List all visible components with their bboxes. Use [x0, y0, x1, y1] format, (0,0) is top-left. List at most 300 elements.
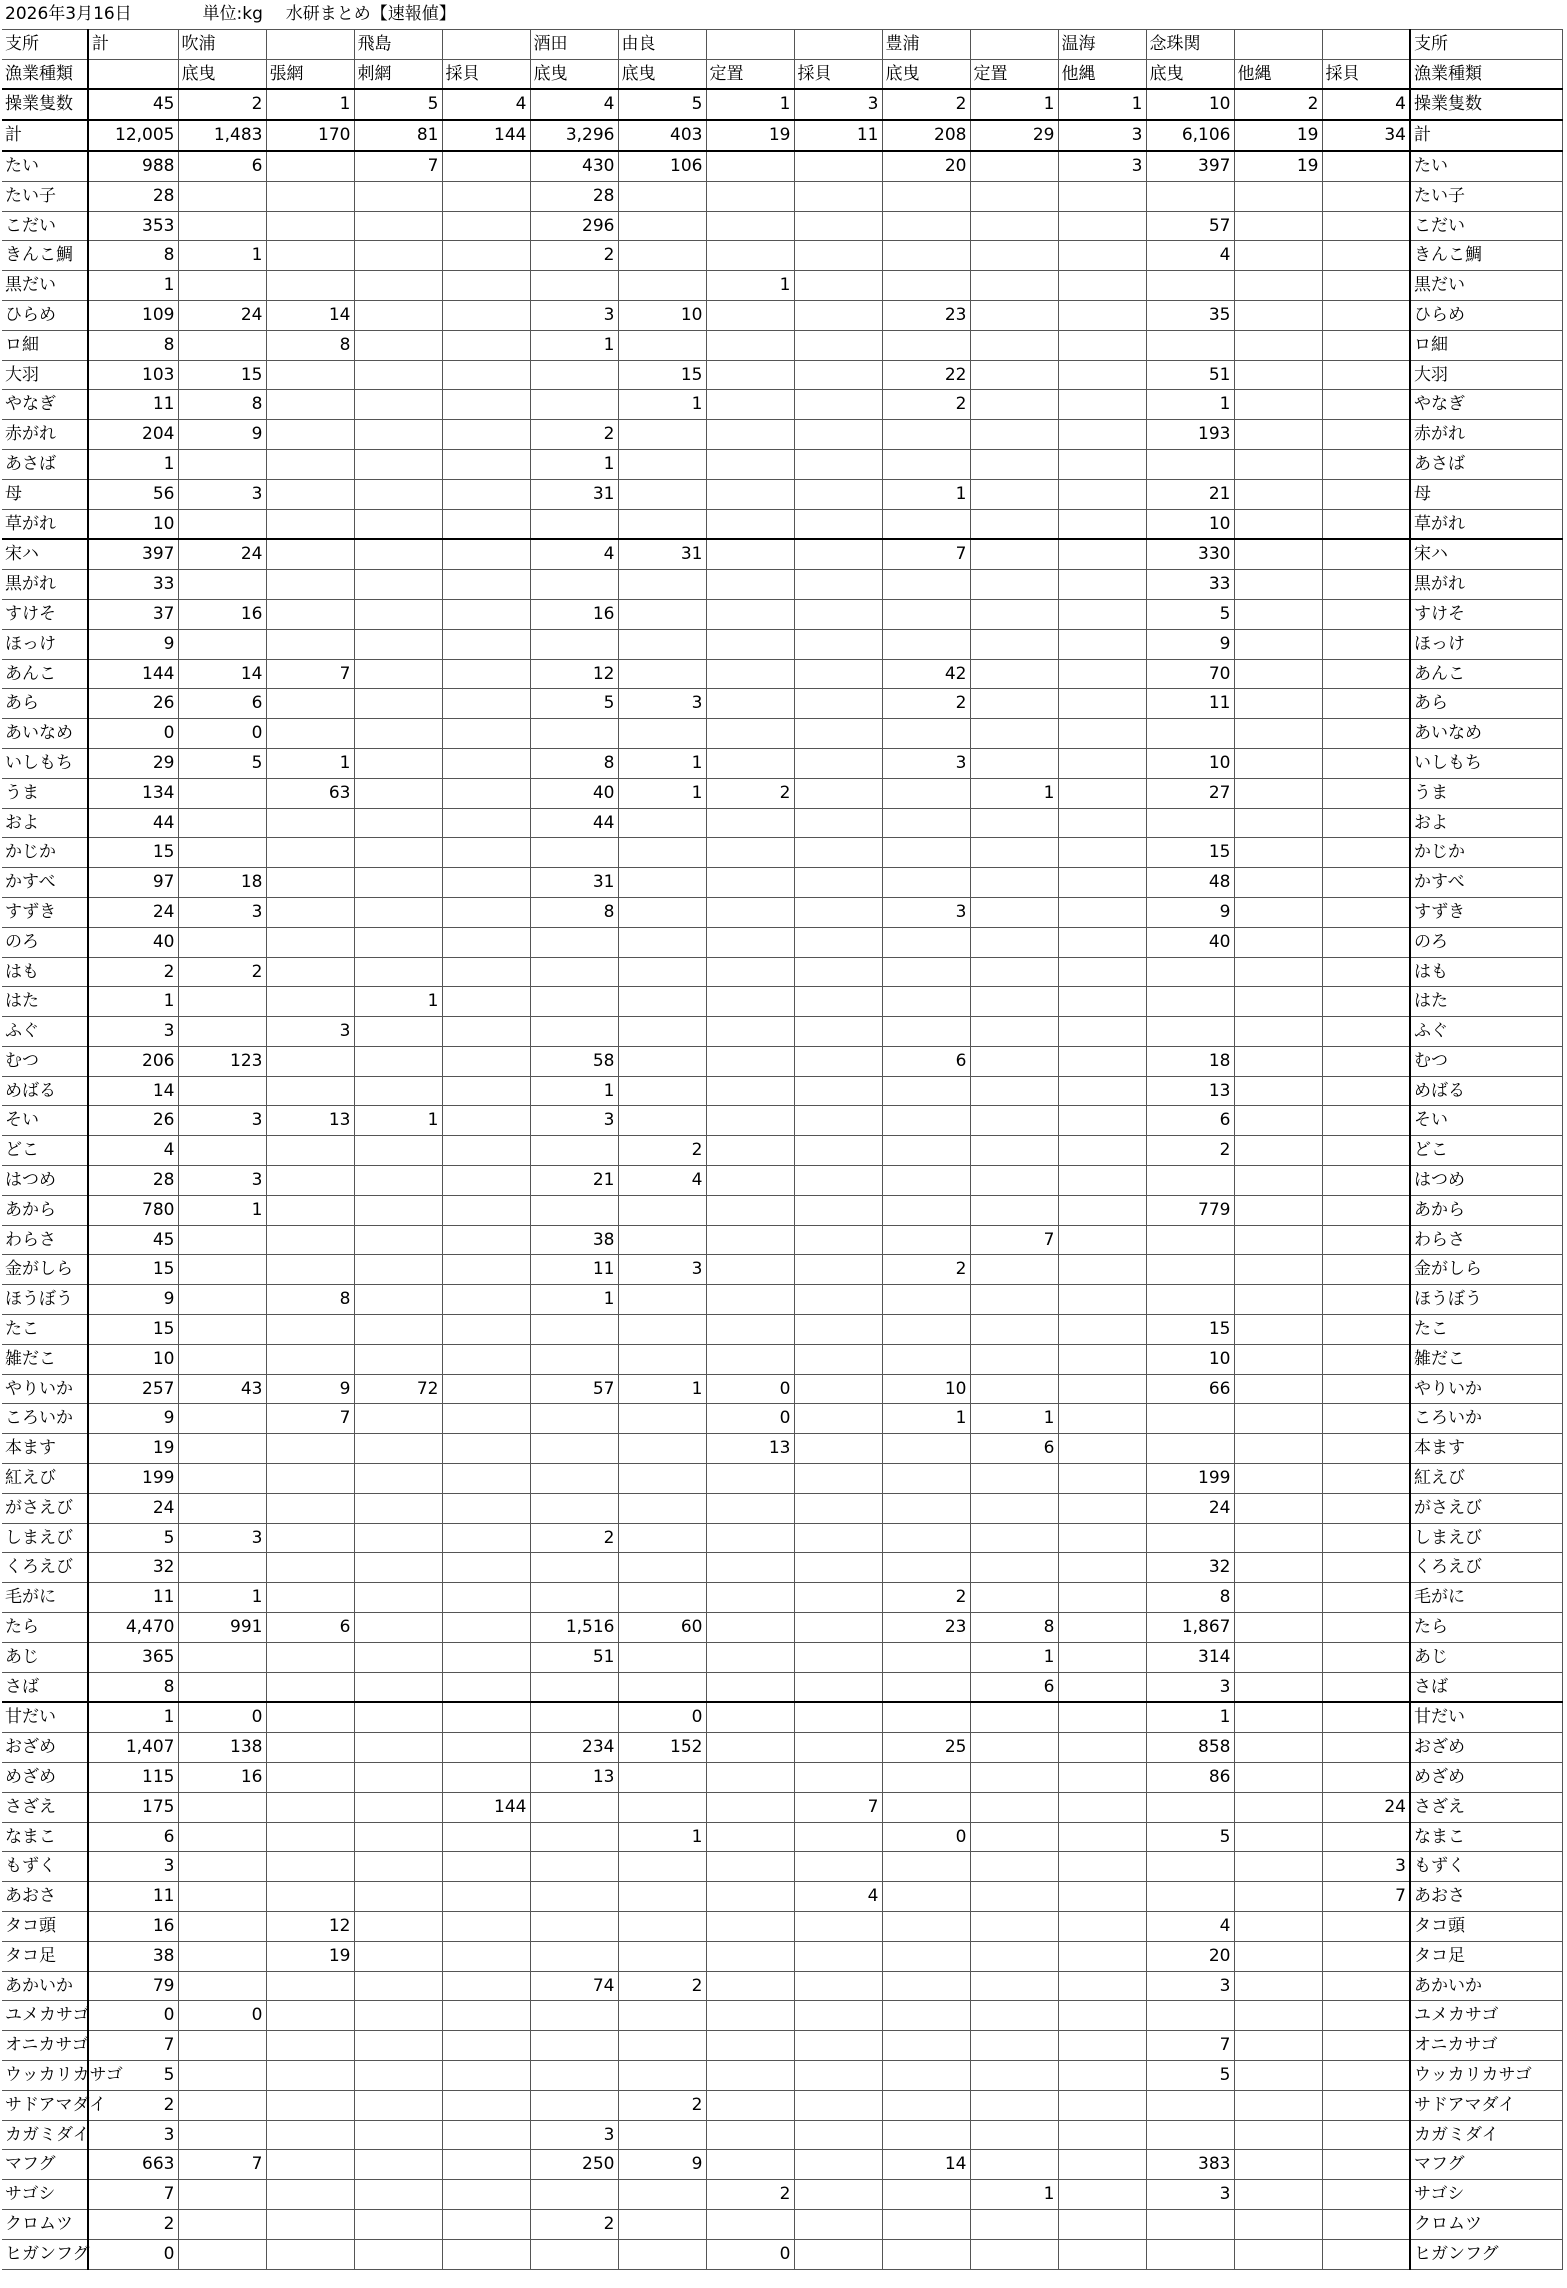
- row-label-right: かじか: [1410, 838, 1562, 868]
- cell: [970, 211, 1058, 241]
- cell: 2: [530, 241, 618, 271]
- cell: [1058, 1464, 1146, 1494]
- table-row: [2, 1225, 1562, 1255]
- cell: [706, 2060, 794, 2090]
- cell: 10: [1146, 1344, 1234, 1374]
- cell: 780: [88, 1195, 178, 1225]
- cell: [266, 808, 354, 838]
- cell: 353: [88, 211, 178, 241]
- cell: [442, 719, 530, 749]
- cell: [442, 2060, 530, 2090]
- cell: [1234, 509, 1322, 539]
- cell: 45: [88, 1225, 178, 1255]
- cell: [442, 2209, 530, 2239]
- cell: 11: [794, 120, 882, 151]
- cell: [1322, 1613, 1410, 1643]
- row-label-right: そい: [1410, 1106, 1562, 1136]
- cell: [354, 778, 442, 808]
- cell: 定置: [970, 59, 1058, 89]
- row-label: ユメカサゴ: [2, 2001, 88, 2031]
- row-label: はた: [2, 987, 88, 1017]
- cell: [266, 1553, 354, 1583]
- cell: [618, 211, 706, 241]
- cell: [706, 838, 794, 868]
- type-header-row: [2, 59, 1562, 89]
- row-label-right: サゴシ: [1410, 2180, 1562, 2210]
- cell: [970, 748, 1058, 778]
- cell: [794, 808, 882, 838]
- cell: [266, 2031, 354, 2061]
- row-label: もずく: [2, 1852, 88, 1882]
- cell: [354, 539, 442, 569]
- cell: [1058, 181, 1146, 211]
- row-label: こだい: [2, 211, 88, 241]
- cell: 10: [1146, 748, 1234, 778]
- row-label-right: マフグ: [1410, 2150, 1562, 2180]
- cell: 2: [88, 957, 178, 987]
- cell: 31: [530, 868, 618, 898]
- cell: [706, 1017, 794, 1047]
- cell: 1: [266, 89, 354, 120]
- cell: [178, 570, 266, 600]
- cell: [1058, 1941, 1146, 1971]
- cell: [530, 1822, 618, 1852]
- cell: [1058, 659, 1146, 689]
- cell: 0: [618, 1702, 706, 1732]
- cell: 0: [706, 1374, 794, 1404]
- row-label: ウッカリカサゴ: [2, 2060, 88, 2090]
- cell: [266, 868, 354, 898]
- cell: [1322, 659, 1410, 689]
- cell: [970, 1166, 1058, 1196]
- cell: 14: [88, 1076, 178, 1106]
- cell: 他縄: [1234, 59, 1322, 89]
- cell: [1322, 360, 1410, 390]
- cell: 2: [882, 1583, 970, 1613]
- cell: [442, 808, 530, 838]
- cell: [530, 1404, 618, 1434]
- table-row: [2, 271, 1562, 301]
- row-label-right: どこ: [1410, 1136, 1562, 1166]
- cell: [1234, 449, 1322, 479]
- cell: 123: [178, 1046, 266, 1076]
- cell: [354, 1882, 442, 1912]
- row-label-right: うま: [1410, 778, 1562, 808]
- cell: [178, 1434, 266, 1464]
- cell: [1058, 539, 1146, 569]
- cell: [1234, 897, 1322, 927]
- cell: 1: [178, 241, 266, 271]
- cell: 779: [1146, 1195, 1234, 1225]
- cell: 42: [882, 659, 970, 689]
- row-label: あいなめ: [2, 719, 88, 749]
- cell: 19: [88, 1434, 178, 1464]
- cell: [530, 1702, 618, 1732]
- cell: 26: [88, 1106, 178, 1136]
- cell: [354, 1852, 442, 1882]
- cell: [882, 241, 970, 271]
- cell: 1: [88, 271, 178, 301]
- cell: 10: [88, 509, 178, 539]
- cell: [354, 2150, 442, 2180]
- table-row: [2, 2150, 1562, 2180]
- cell: 28: [88, 181, 178, 211]
- cell: [1058, 1493, 1146, 1523]
- cell: [266, 1195, 354, 1225]
- cell: 15: [1146, 838, 1234, 868]
- cell: [354, 1344, 442, 1374]
- cell: [266, 1344, 354, 1374]
- cell: [442, 1763, 530, 1793]
- cell: [794, 570, 882, 600]
- cell: [706, 1642, 794, 1672]
- table-row: [2, 1046, 1562, 1076]
- cell: [178, 1017, 266, 1047]
- row-label-right: クロムツ: [1410, 2209, 1562, 2239]
- cell: 1: [970, 89, 1058, 120]
- cell: [970, 868, 1058, 898]
- cell: 酒田: [530, 29, 618, 59]
- cell: 底曳: [178, 59, 266, 89]
- cell: [530, 1434, 618, 1464]
- cell: [794, 2090, 882, 2120]
- cell: [442, 778, 530, 808]
- cell: 8: [88, 1672, 178, 1702]
- cell: [442, 1315, 530, 1345]
- cell: [618, 957, 706, 987]
- cell: [706, 1672, 794, 1702]
- cell: [1146, 2120, 1234, 2150]
- row-label-right: ウッカリカサゴ: [1410, 2060, 1562, 2090]
- cell: 10: [1146, 89, 1234, 120]
- table-row: [2, 1493, 1562, 1523]
- cell: 6: [178, 151, 266, 181]
- cell: [882, 181, 970, 211]
- cell: [1058, 1852, 1146, 1882]
- cell: [1322, 1912, 1410, 1942]
- cell: [178, 330, 266, 360]
- cell: 18: [178, 868, 266, 898]
- cell: [794, 241, 882, 271]
- cell: [1322, 271, 1410, 301]
- cell: [178, 1941, 266, 1971]
- cell: [1058, 897, 1146, 927]
- cell: [354, 719, 442, 749]
- cell: [442, 539, 530, 569]
- cell: [970, 570, 1058, 600]
- row-label-right: あんこ: [1410, 659, 1562, 689]
- cell: 397: [88, 539, 178, 569]
- cell: 29: [88, 748, 178, 778]
- cell: 330: [1146, 539, 1234, 569]
- row-label-right: 本ます: [1410, 1434, 1562, 1464]
- cell: [530, 2001, 618, 2031]
- row-label: タコ頭: [2, 1912, 88, 1942]
- cell: 2: [882, 1255, 970, 1285]
- cell: [1058, 390, 1146, 420]
- cell: [794, 1493, 882, 1523]
- cell: [178, 1315, 266, 1345]
- cell: [1234, 2150, 1322, 2180]
- cell: [266, 987, 354, 1017]
- row-label: きんこ鯛: [2, 241, 88, 271]
- cell: [1058, 957, 1146, 987]
- cell: 40: [530, 778, 618, 808]
- cell: [618, 181, 706, 211]
- cell: [794, 1225, 882, 1255]
- cell: [1322, 479, 1410, 509]
- cell: [618, 509, 706, 539]
- cell: [970, 2090, 1058, 2120]
- cell: [794, 1912, 882, 1942]
- cell: 51: [530, 1642, 618, 1672]
- cell: [442, 181, 530, 211]
- cell: 3: [618, 1255, 706, 1285]
- cell: [706, 1344, 794, 1374]
- cell: [354, 659, 442, 689]
- cell: [794, 271, 882, 301]
- cell: [1058, 1285, 1146, 1315]
- cell: 170: [266, 120, 354, 151]
- cell: [1322, 1553, 1410, 1583]
- cell: [618, 1106, 706, 1136]
- cell: [706, 927, 794, 957]
- cell: [794, 1195, 882, 1225]
- cell: 1,483: [178, 120, 266, 151]
- row-label: さざえ: [2, 1792, 88, 1822]
- table-row: [2, 1852, 1562, 1882]
- cell: 3: [88, 1852, 178, 1882]
- cell: [442, 1017, 530, 1047]
- row-label-right: すけそ: [1410, 599, 1562, 629]
- cell: [618, 897, 706, 927]
- row-label: サドアマダイ: [2, 2090, 88, 2120]
- cell: [794, 539, 882, 569]
- cell: [354, 808, 442, 838]
- cell: [1058, 241, 1146, 271]
- cell: 858: [1146, 1733, 1234, 1763]
- table-row: [2, 1553, 1562, 1583]
- cell: 3: [178, 479, 266, 509]
- row-label: あら: [2, 689, 88, 719]
- cell: [706, 1166, 794, 1196]
- cell: [354, 1583, 442, 1613]
- cell: [882, 1852, 970, 1882]
- row-label: ほっけ: [2, 629, 88, 659]
- cell: [706, 1971, 794, 2001]
- cell: [706, 1583, 794, 1613]
- cell: [1058, 2239, 1146, 2269]
- cell: [706, 539, 794, 569]
- cell: 199: [1146, 1464, 1234, 1494]
- cell: [882, 1195, 970, 1225]
- cell: 9: [88, 1404, 178, 1434]
- cell: [442, 897, 530, 927]
- unit-label: 単位:kg: [202, 4, 263, 24]
- cell: [1058, 629, 1146, 659]
- cell: [970, 838, 1058, 868]
- cell: [1234, 241, 1322, 271]
- row-label-right: 甘だい: [1410, 1702, 1562, 1732]
- cell: [530, 1344, 618, 1374]
- cell: [178, 1852, 266, 1882]
- cell: [354, 1553, 442, 1583]
- cell: [266, 1255, 354, 1285]
- cell: [706, 719, 794, 749]
- cell: [354, 689, 442, 719]
- cell: [354, 2180, 442, 2210]
- cell: [618, 1763, 706, 1793]
- row-label-right: 黒がれ: [1410, 570, 1562, 600]
- cell: 70: [1146, 659, 1234, 689]
- cell: [1234, 1404, 1322, 1434]
- cell: [970, 927, 1058, 957]
- cell: 5: [88, 1523, 178, 1553]
- cell: [266, 1225, 354, 1255]
- cell: [1058, 868, 1146, 898]
- cell: [354, 479, 442, 509]
- cell: [178, 1285, 266, 1315]
- cell: [354, 2001, 442, 2031]
- cell: [354, 2060, 442, 2090]
- cell: [1322, 719, 1410, 749]
- cell: 2: [530, 1523, 618, 1553]
- cell: [266, 2090, 354, 2120]
- cell: [266, 360, 354, 390]
- table-row: [2, 570, 1562, 600]
- cell: [1058, 300, 1146, 330]
- cell: [1058, 1792, 1146, 1822]
- row-label: 母: [2, 479, 88, 509]
- row-label: クロムツ: [2, 2209, 88, 2239]
- table-row: [2, 2209, 1562, 2239]
- cell: [442, 838, 530, 868]
- cell: [882, 2209, 970, 2239]
- cell: [442, 1255, 530, 1285]
- cell: [794, 2031, 882, 2061]
- cell: [618, 1523, 706, 1553]
- cell: [1146, 2209, 1234, 2239]
- cell: [530, 1136, 618, 1166]
- cell: [354, 1733, 442, 1763]
- cell: [882, 2031, 970, 2061]
- cell: [442, 689, 530, 719]
- cell: [794, 1822, 882, 1852]
- cell: [970, 1882, 1058, 1912]
- cell: 1: [530, 449, 618, 479]
- cell: 2: [706, 2180, 794, 2210]
- cell: [970, 1315, 1058, 1345]
- cell: [354, 927, 442, 957]
- table-row: [2, 987, 1562, 1017]
- cell: [706, 987, 794, 1017]
- cell: 3: [88, 2120, 178, 2150]
- cell: [178, 2031, 266, 2061]
- cell: [442, 29, 530, 59]
- cell: [970, 241, 1058, 271]
- cell: [1058, 1971, 1146, 2001]
- table-row: [2, 1166, 1562, 1196]
- cell: [1322, 300, 1410, 330]
- cell: [618, 2209, 706, 2239]
- cell: [1058, 1195, 1146, 1225]
- cell: 吹浦: [178, 29, 266, 59]
- cell: 1: [530, 1076, 618, 1106]
- cell: [706, 420, 794, 450]
- cell: 2: [882, 89, 970, 120]
- cell: 403: [618, 120, 706, 151]
- cell: [1234, 1733, 1322, 1763]
- cell: 2: [706, 778, 794, 808]
- cell: [1322, 449, 1410, 479]
- cell: [618, 1315, 706, 1345]
- cell: [882, 629, 970, 659]
- cell: [1234, 2090, 1322, 2120]
- cell: 29: [970, 120, 1058, 151]
- cell: [354, 1136, 442, 1166]
- cell: [1234, 1613, 1322, 1643]
- cell: [354, 420, 442, 450]
- cell: [970, 1195, 1058, 1225]
- row-label-right: かすべ: [1410, 868, 1562, 898]
- cell: 7: [882, 539, 970, 569]
- cell: [1322, 241, 1410, 271]
- cell: [794, 1642, 882, 1672]
- cell: [1058, 838, 1146, 868]
- table-row: [2, 390, 1562, 420]
- cell: 2: [178, 957, 266, 987]
- cell: [706, 151, 794, 181]
- cell: 175: [88, 1792, 178, 1822]
- cell: 5: [530, 689, 618, 719]
- table-row: [2, 1613, 1562, 1643]
- cell: 0: [178, 719, 266, 749]
- cell: [1058, 748, 1146, 778]
- cell: [442, 659, 530, 689]
- cell: 24: [1322, 1792, 1410, 1822]
- cell: [1234, 1285, 1322, 1315]
- cell: 0: [88, 2001, 178, 2031]
- cell: [1234, 300, 1322, 330]
- cell: [618, 1076, 706, 1106]
- row-label-right: さば: [1410, 1672, 1562, 1702]
- cell: [442, 1733, 530, 1763]
- table-row: [2, 1017, 1562, 1047]
- cell: 9: [618, 2150, 706, 2180]
- cell: 7: [1146, 2031, 1234, 2061]
- cell: [618, 479, 706, 509]
- cell: [618, 1642, 706, 1672]
- cell: [882, 2060, 970, 2090]
- row-label: ロ細: [2, 330, 88, 360]
- cell: [266, 2180, 354, 2210]
- cell: [706, 300, 794, 330]
- table-row: [2, 181, 1562, 211]
- cell: 5: [1146, 1822, 1234, 1852]
- row-label-right: やなぎ: [1410, 390, 1562, 420]
- cell: [706, 211, 794, 241]
- cell: [970, 1912, 1058, 1942]
- cell: [442, 2090, 530, 2120]
- cell: [178, 271, 266, 301]
- cell: [1058, 1046, 1146, 1076]
- cell: [1058, 927, 1146, 957]
- cell: [1234, 1912, 1322, 1942]
- cell: [706, 1046, 794, 1076]
- cell: [1322, 838, 1410, 868]
- cell: [1322, 1315, 1410, 1345]
- cell: [618, 1583, 706, 1613]
